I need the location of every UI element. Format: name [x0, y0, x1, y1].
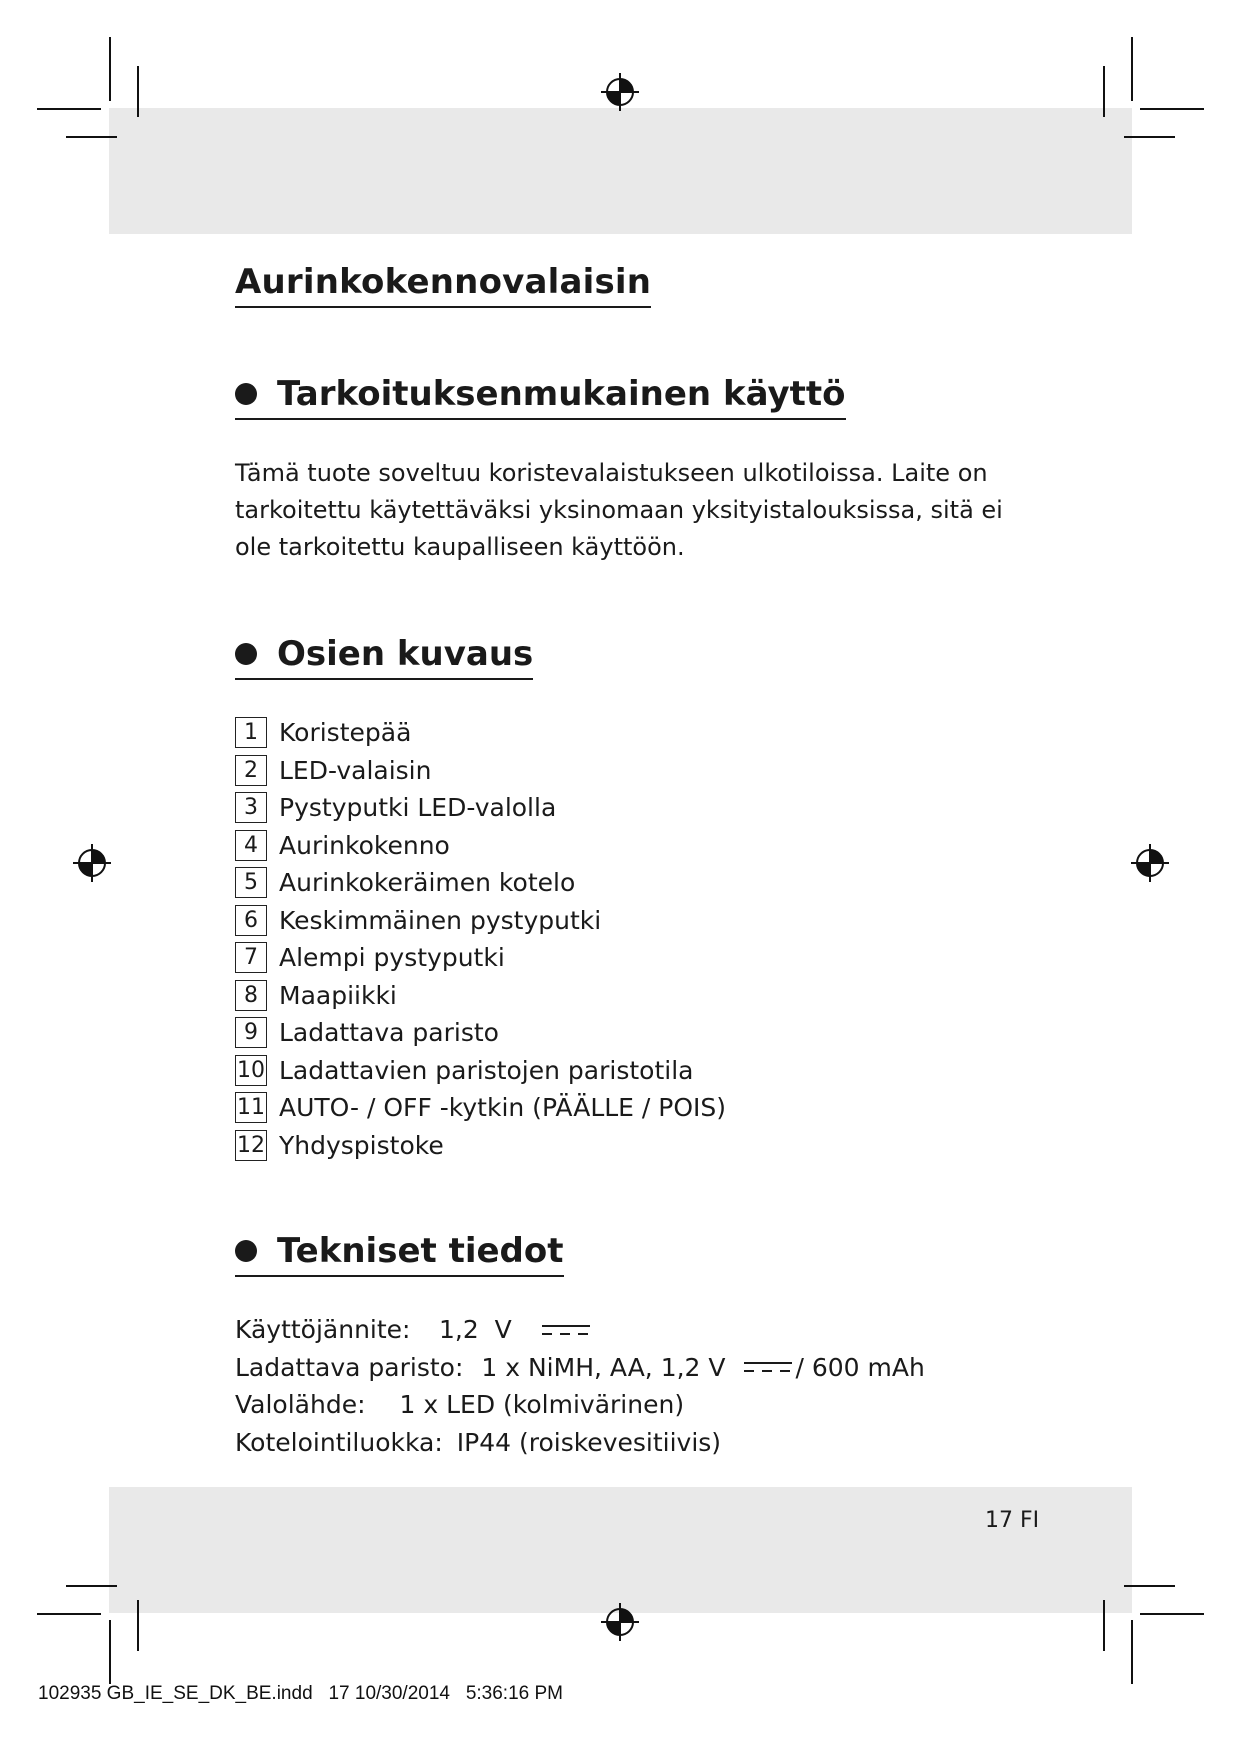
spec-label: Käyttöjännite: — [235, 1315, 411, 1345]
part-label: Maapiikki — [279, 980, 397, 1010]
spec-label: Ladattava paristo: — [235, 1352, 464, 1382]
spec-label: Valolähde: — [235, 1390, 366, 1420]
page-title: Aurinkokennovalaisin — [235, 262, 651, 308]
part-label: AUTO- / OFF -kytkin (PÄÄLLE / POIS) — [279, 1093, 727, 1123]
header-band — [109, 108, 1132, 234]
part-label: LED-valaisin — [279, 755, 432, 785]
part-number: 3 — [235, 792, 267, 823]
intended-use-paragraph: Tämä tuote soveltuu koristevalaistukseen ulkotiloissa. Laite on tarkoitettu käytettäväksi yksinomaan yksityistalouksissa, sitä ei ole tarkoitettu kaupalliseen käyttöön. — [235, 459, 1003, 561]
part-label: Aurinkokeräimen kotelo — [279, 868, 576, 898]
spec-value: 1 x LED (kolmivärinen) — [399, 1390, 685, 1420]
list-item — [235, 714, 726, 752]
spec-row — [235, 1386, 925, 1424]
part-label: Keskimmäinen pystyputki — [279, 905, 602, 935]
list-item — [235, 864, 726, 902]
part-number: 2 — [235, 755, 267, 786]
part-label: Alempi pystyputki — [279, 943, 505, 973]
part-number: 1 — [235, 717, 267, 748]
spec-row — [235, 1311, 925, 1349]
spec-value: 1 x NiMH, AA, 1,2 V — [481, 1352, 726, 1382]
part-label: Aurinkokenno — [279, 830, 450, 860]
list-item — [235, 939, 726, 977]
dc-symbol-icon — [744, 1360, 792, 1374]
bullet-icon — [235, 1240, 257, 1262]
list-item — [235, 902, 726, 940]
part-number: 4 — [235, 830, 267, 861]
spec-row — [235, 1349, 925, 1387]
spec-suffix: / 600 mAh — [795, 1352, 925, 1382]
dc-symbol-icon — [542, 1323, 590, 1337]
part-number: 12 — [235, 1130, 267, 1161]
section-heading-text: Osien kuvaus — [277, 634, 534, 674]
tech-specs — [235, 1311, 925, 1461]
page-number: 17 FI — [985, 1508, 1040, 1533]
list-item — [235, 977, 726, 1015]
part-number: 10 — [235, 1055, 267, 1086]
section-heading-tech — [235, 1231, 564, 1277]
registration-mark-icon — [600, 1602, 640, 1642]
spec-value: IP44 (roiskevesitiivis) — [456, 1427, 722, 1457]
part-number: 5 — [235, 867, 267, 898]
list-item — [235, 1127, 726, 1165]
section-heading-text: Tekniset tiedot — [277, 1231, 564, 1271]
part-number: 8 — [235, 980, 267, 1011]
part-label: Ladattavien paristojen paristotila — [279, 1055, 694, 1085]
footer-band — [109, 1487, 1132, 1613]
spec-value: 1,2 V — [439, 1315, 512, 1345]
list-item — [235, 1052, 726, 1090]
list-item — [235, 789, 726, 827]
part-number: 9 — [235, 1017, 267, 1048]
list-item — [235, 752, 726, 790]
bullet-icon — [235, 643, 257, 665]
part-number: 7 — [235, 942, 267, 973]
registration-mark-icon — [1130, 843, 1170, 883]
section-heading-parts — [235, 634, 533, 680]
section-heading-text: Tarkoituksenmukainen käyttö — [277, 374, 846, 414]
part-label: Ladattava paristo — [279, 1018, 499, 1048]
registration-mark-icon — [72, 843, 112, 883]
spec-label: Kotelointiluokka: — [235, 1427, 443, 1457]
print-slug: 102935 GB_IE_SE_DK_BE.indd 17 10/30/2014 5:36:16 PM — [38, 1683, 563, 1704]
part-number: 11 — [235, 1092, 267, 1123]
registration-mark-icon — [600, 72, 640, 112]
section-heading-intended-use — [235, 374, 846, 420]
part-label: Yhdyspistoke — [279, 1130, 444, 1160]
parts-list — [235, 714, 726, 1164]
list-item — [235, 827, 726, 865]
spec-row — [235, 1424, 925, 1462]
list-item — [235, 1014, 726, 1052]
part-label: Pystyputki LED-valolla — [279, 793, 557, 823]
part-label: Koristepää — [279, 718, 412, 748]
list-item — [235, 1089, 726, 1127]
part-number: 6 — [235, 905, 267, 936]
bullet-icon — [235, 383, 257, 405]
